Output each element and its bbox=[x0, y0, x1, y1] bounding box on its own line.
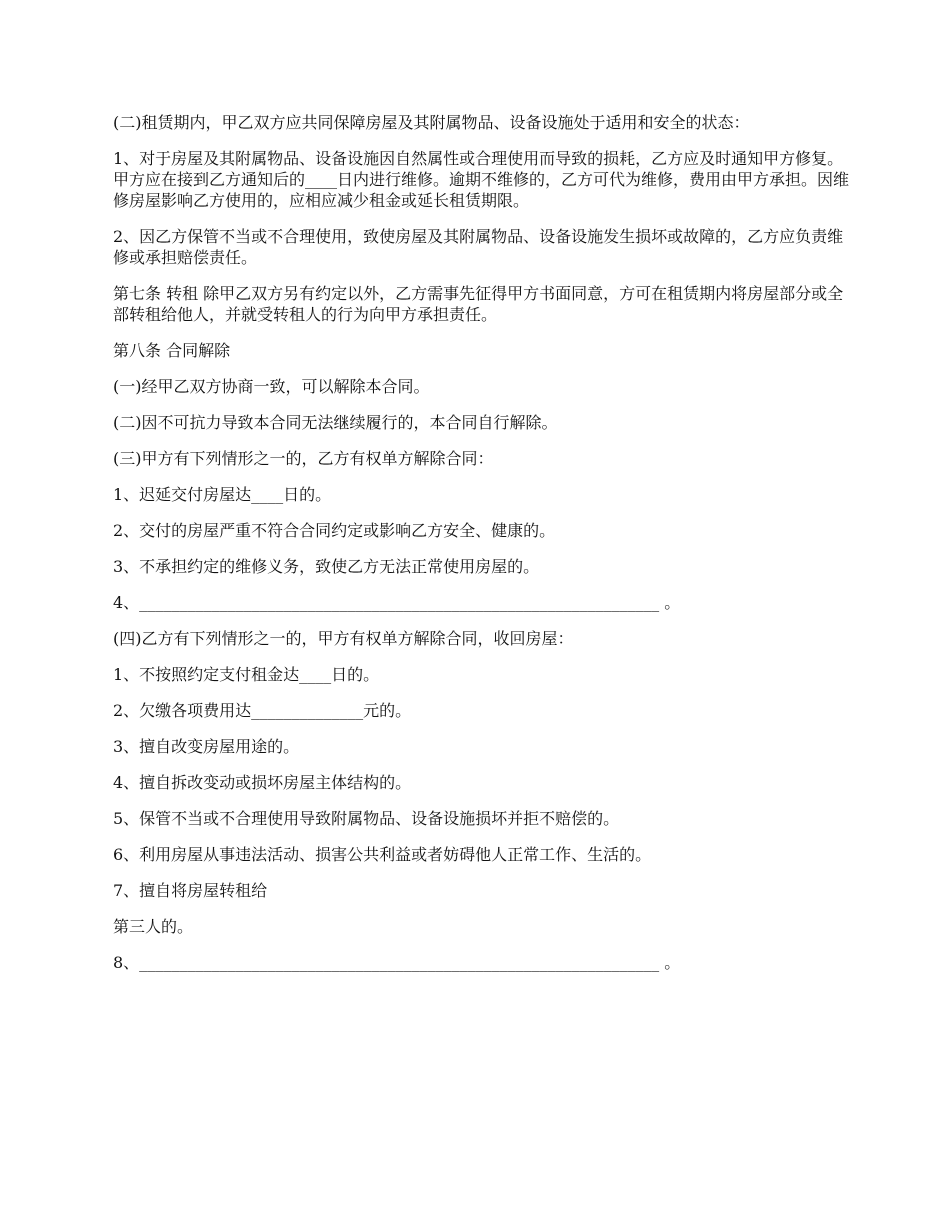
list-item-tenant-7-continued: 第三人的。 bbox=[113, 917, 194, 936]
list-item-tenant-7: 7、擅自将房屋转租给 bbox=[113, 881, 268, 900]
paragraph-termination-2: (二)因不可抗力导致本合同无法继续履行的，本合同自行解除。 bbox=[113, 413, 558, 432]
list-item-tenant-3: 3、擅自改变房屋用途的。 bbox=[113, 737, 300, 756]
paragraph-repair-obligation: 1、对于房屋及其附属物品、设备设施因自然属性或合理使用而导致的损耗，乙方应及时通知甲方修复。甲方应在接到乙方通知后的____日内进行维修。逾期不维修的，乙方可代为维修，费用由甲方承担。因维修房屋影响乙方使用的，应相应减少租金或延长租赁期限。 bbox=[113, 149, 850, 210]
list-item-landlord-4: 4、_________________________________________________________________ 。 bbox=[113, 593, 681, 612]
list-item-tenant-4: 4、擅自拆改变动或损坏房屋主体结构的。 bbox=[113, 773, 412, 792]
list-item-landlord-3: 3、不承担约定的维修义务，致使乙方无法正常使用房屋的。 bbox=[113, 557, 540, 576]
list-item-landlord-1: 1、迟延交付房屋达____日的。 bbox=[113, 485, 332, 504]
list-item-tenant-2: 2、欠缴各项费用达______________元的。 bbox=[113, 701, 412, 720]
list-item-tenant-8: 8、_________________________________________________________________ 。 bbox=[113, 953, 681, 972]
document-body bbox=[113, 112, 853, 988]
paragraph-lease-period-safety: (二)租赁期内，甲乙双方应共同保障房屋及其附属物品、设备设施处于适用和安全的状态： bbox=[113, 113, 750, 132]
paragraph-termination-3: (三)甲方有下列情形之一的，乙方有权单方解除合同： bbox=[113, 449, 494, 468]
list-item-landlord-2: 2、交付的房屋严重不符合合同约定或影响乙方安全、健康的。 bbox=[113, 521, 556, 540]
list-item-tenant-6: 6、利用房屋从事违法活动、损害公共利益或者妨碍他人正常工作、生活的。 bbox=[113, 845, 652, 864]
paragraph-termination-1: (一)经甲乙双方协商一致，可以解除本合同。 bbox=[113, 377, 430, 396]
list-item-tenant-5: 5、保管不当或不合理使用导致附属物品、设备设施损坏并拒不赔偿的。 bbox=[113, 809, 620, 828]
paragraph-tenant-liability: 2、因乙方保管不当或不合理使用，致使房屋及其附属物品、设备设施发生损坏或故障的，乙方应负责维修或承担赔偿责任。 bbox=[113, 227, 844, 267]
paragraph-termination-4: (四)乙方有下列情形之一的，甲方有权单方解除合同，收回房屋： bbox=[113, 629, 574, 648]
heading-article-8: 第八条 合同解除 bbox=[113, 341, 231, 360]
list-item-tenant-1: 1、不按照约定支付租金达____日的。 bbox=[113, 665, 380, 684]
paragraph-article-7-sublease: 第七条 转租 除甲乙双方另有约定以外，乙方需事先征得甲方书面同意，方可在租赁期内将房屋部分或全部转租给他人，并就受转租人的行为向甲方承担责任。 bbox=[113, 284, 844, 324]
